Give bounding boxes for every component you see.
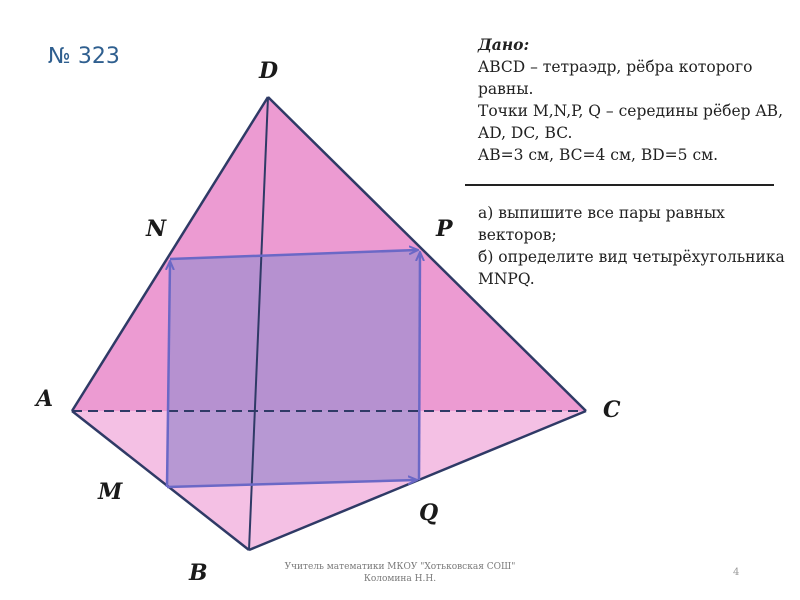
- given-panel: [478, 34, 796, 166]
- question-b: б) определите вид четырёхугольника MNPQ.: [478, 248, 785, 288]
- page-number: 4: [733, 567, 740, 578]
- section-mnpq: [167, 250, 420, 487]
- given-line: AB=3 см, BC=4 см, BD=5 см.: [478, 146, 719, 164]
- vertex-label-d: D: [259, 58, 279, 84]
- questions-panel: [478, 202, 796, 290]
- footer-credit-line: Коломина Н.Н.: [363, 574, 437, 584]
- footer-credit: [250, 561, 550, 585]
- vertex-label-m: M: [98, 479, 123, 505]
- divider: [465, 184, 774, 186]
- slide-number: № 323: [48, 44, 120, 69]
- question-a: а) выпишите все пары равных векторов;: [478, 204, 725, 244]
- vertex-label-p: P: [436, 216, 453, 242]
- vertex-label-n: N: [146, 216, 167, 242]
- vector-qp: [419, 253, 420, 480]
- vertex-label-c: C: [603, 397, 621, 423]
- given-line: Точки M,N,P, Q – середины рёбер AB, AD, DC, BC.: [478, 102, 783, 142]
- given-heading: Дано:: [478, 35, 530, 54]
- vertex-label-q: Q: [419, 500, 439, 526]
- vertex-label-b: B: [189, 560, 208, 586]
- footer-credit-line: Учитель математики МКОУ "Хотьковская СОШ": [284, 562, 516, 572]
- vertex-label-a: A: [36, 386, 54, 412]
- given-line: ABCD – тетраэдр, рёбра которого равны.: [478, 58, 753, 98]
